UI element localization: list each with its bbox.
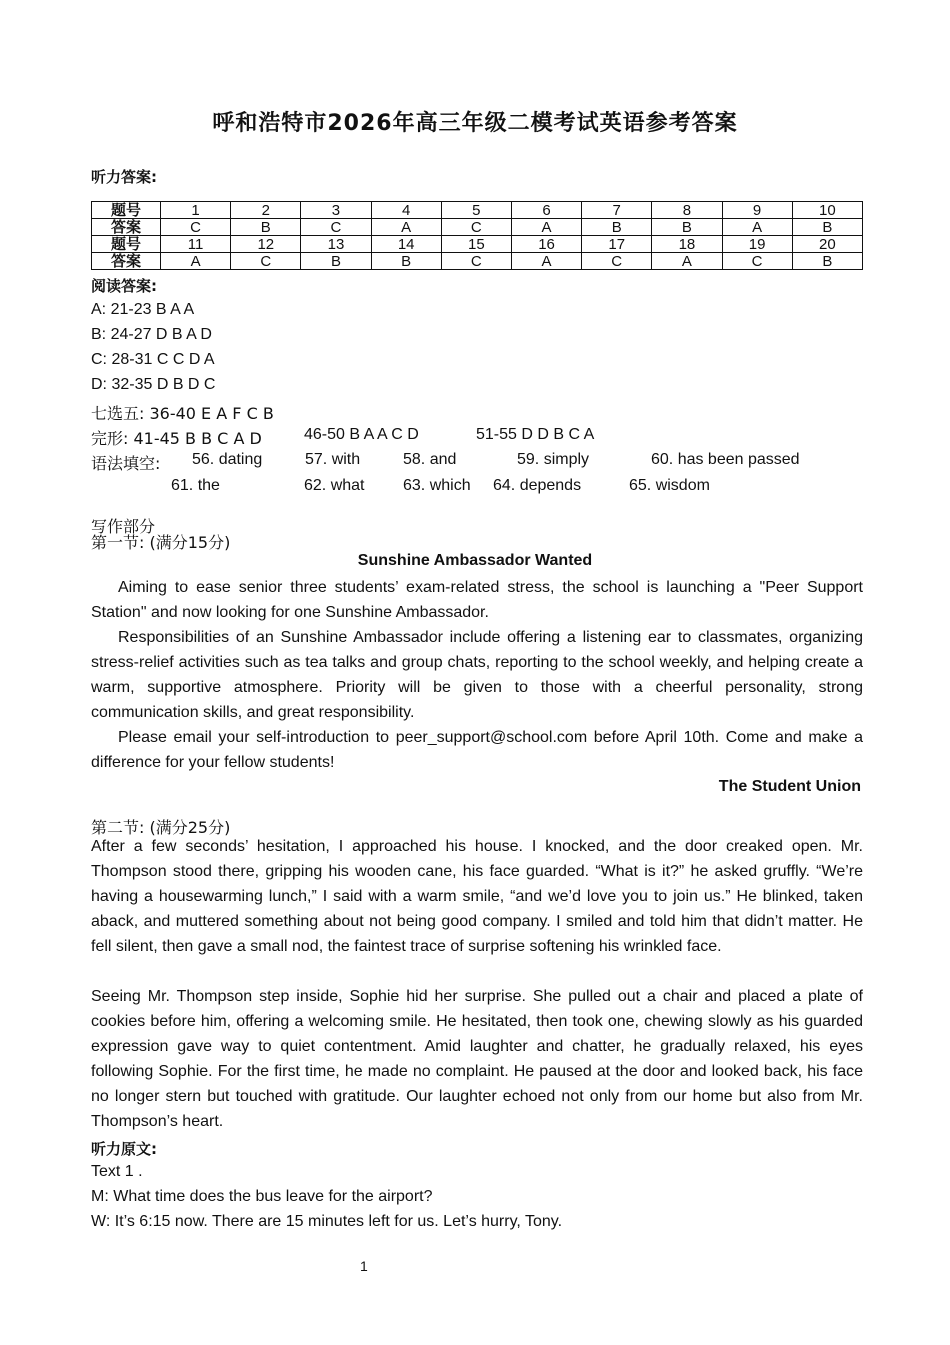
row-header: 答案 xyxy=(92,219,161,236)
document-title: 呼和浩特市2026年高三年级二模考试英语参考答案 xyxy=(212,111,738,136)
writing-section2-heading: 第二节: (满分25分) xyxy=(91,818,231,837)
grammar-answer: 61. the xyxy=(171,477,220,494)
table-cell: B xyxy=(652,219,722,236)
table-cell: 7 xyxy=(582,202,652,219)
table-cell: 9 xyxy=(722,202,792,219)
grammar-answer: 65. wisdom xyxy=(629,477,710,494)
table-cell: 8 xyxy=(652,202,722,219)
table-cell: C xyxy=(301,219,371,236)
table-cell: 14 xyxy=(371,236,441,253)
reading-line: A: 21-23 B A A xyxy=(91,301,195,318)
row-header: 题号 xyxy=(92,236,161,253)
table-cell: B xyxy=(792,253,862,270)
table-cell: 10 xyxy=(792,202,862,219)
table-cell: 1 xyxy=(161,202,231,219)
writing-heading: 写作部分 xyxy=(91,517,156,536)
table-cell: 15 xyxy=(441,236,511,253)
grammar-answer: 60. has been passed xyxy=(651,451,800,468)
table-cell: C xyxy=(582,253,652,270)
table-row xyxy=(92,236,863,253)
table-cell: C xyxy=(231,253,301,270)
table-cell: A xyxy=(722,219,792,236)
grammar-answer: 62. what xyxy=(304,477,365,494)
table-cell: 20 xyxy=(792,236,862,253)
table-cell: 16 xyxy=(511,236,581,253)
listening-heading: 听力答案: xyxy=(91,168,157,186)
table-cell: A xyxy=(161,253,231,270)
reading-line: B: 24-27 D B A D xyxy=(91,326,212,343)
table-cell: 5 xyxy=(441,202,511,219)
table-cell: C xyxy=(441,219,511,236)
table-cell: A xyxy=(652,253,722,270)
transcript-line: W: It’s 6:15 now. There are 15 minutes left for us. Let’s hurry, Tony. xyxy=(91,1213,563,1230)
grammar-answer: 57. with xyxy=(305,451,361,468)
reading-line: D: 32-35 D B D C xyxy=(91,376,216,393)
table-cell: A xyxy=(371,219,441,236)
seven-choose-five-line: 七选五: 36-40 E A F C B xyxy=(91,404,274,423)
table-cell: B xyxy=(582,219,652,236)
table-cell: C xyxy=(441,253,511,270)
table-cell: 19 xyxy=(722,236,792,253)
essay-title: Sunshine Ambassador Wanted xyxy=(357,552,593,569)
table-cell: 11 xyxy=(161,236,231,253)
essay-signature: The Student Union xyxy=(718,778,861,795)
cloze-part3: 51-55 D D B C A xyxy=(476,426,595,443)
writing-section1-heading: 第一节: (满分15分) xyxy=(91,533,231,552)
transcript-line: M: What time does the bus leave for the airport? xyxy=(91,1188,433,1205)
table-row xyxy=(92,253,863,270)
essay-paragraph: Responsibilities of an Sunshine Ambassador include offering a listening ear to classmates, organizing stress-relief activities such as tea talks and group chats, reporting to the school weekly, and helping create a warm, supportive atmosphere. Priority will be given to those with a cheerful personality, strong communication skills, and great responsibility. xyxy=(91,629,863,721)
transcript-heading: 听力原文: xyxy=(91,1140,157,1158)
story-paragraph: Seeing Mr. Thompson step inside, Sophie hid her surprise. She pulled out a chair and placed a plate of cookies before him, offering a welcoming smile. He hesitated, then took one, chewing slowly as his guarded expression gave way to quiet contentment. Amid laughter and chatter, he gradually relaxed, his eyes following Sophie. For the first time, he made no complaint. He paused at the door and looked back, his face no longer stern but touched with gratitude. Our laughter echoed not only from our home but also from Mr. Thompson’s heart. xyxy=(91,988,863,1130)
table-cell: 13 xyxy=(301,236,371,253)
table-cell: 18 xyxy=(652,236,722,253)
table-cell: C xyxy=(722,253,792,270)
essay-paragraph: Please email your self-introduction to peer_support@school.com before April 10th. Come and make a difference for your fellow students! xyxy=(91,729,863,771)
table-cell: B xyxy=(371,253,441,270)
table-row xyxy=(92,202,863,219)
table-cell: A xyxy=(511,219,581,236)
grammar-answer: 58. and xyxy=(403,451,457,468)
grammar-label: 语法填空: xyxy=(91,454,161,473)
grammar-answer: 59. simply xyxy=(517,451,590,468)
listening-answer-table xyxy=(91,201,863,270)
transcript-line: Text 1 . xyxy=(91,1163,143,1180)
table-cell: 4 xyxy=(371,202,441,219)
table-cell: B xyxy=(231,219,301,236)
reading-heading: 阅读答案: xyxy=(91,277,157,295)
table-cell: 6 xyxy=(511,202,581,219)
table-cell: C xyxy=(161,219,231,236)
table-cell: 3 xyxy=(301,202,371,219)
row-header: 题号 xyxy=(92,202,161,219)
page-number: 1 xyxy=(360,1258,368,1274)
table-cell: 17 xyxy=(582,236,652,253)
grammar-answer: 56. dating xyxy=(192,451,263,468)
reading-line: C: 28-31 C C D A xyxy=(91,351,215,368)
table-cell: 12 xyxy=(231,236,301,253)
table-cell: 2 xyxy=(231,202,301,219)
grammar-answer: 63. which xyxy=(403,477,471,494)
grammar-answer: 64. depends xyxy=(493,477,582,494)
cloze-part1: 完形: 41-45 B B C A D xyxy=(91,429,262,448)
essay-paragraph: Aiming to ease senior three students’ exam-related stress, the school is launching a "Peer Support Station" and now looking for one Sunshine Ambassador. xyxy=(91,579,863,621)
cloze-part2: 46-50 B A A C D xyxy=(304,426,419,443)
table-cell: B xyxy=(301,253,371,270)
row-header: 答案 xyxy=(92,253,161,270)
story-paragraph: After a few seconds’ hesitation, I approached his house. I knocked, and the door creaked open. Mr. Thompson stood there, gripping his wooden cane, his face guarded. “What is it?” he asked gruffly. “We’re having a housewarming lunch,” I said with a warm smile, “and we’d love you to join us.” He blinked, taken aback, and muttered something about not being good company. I smiled and told him that didn’t matter. He fell silent, then gave a small nod, the faintest trace of surprise softening his wrinkled face. xyxy=(91,838,863,955)
table-cell: A xyxy=(511,253,581,270)
table-row xyxy=(92,219,863,236)
table-cell: B xyxy=(792,219,862,236)
